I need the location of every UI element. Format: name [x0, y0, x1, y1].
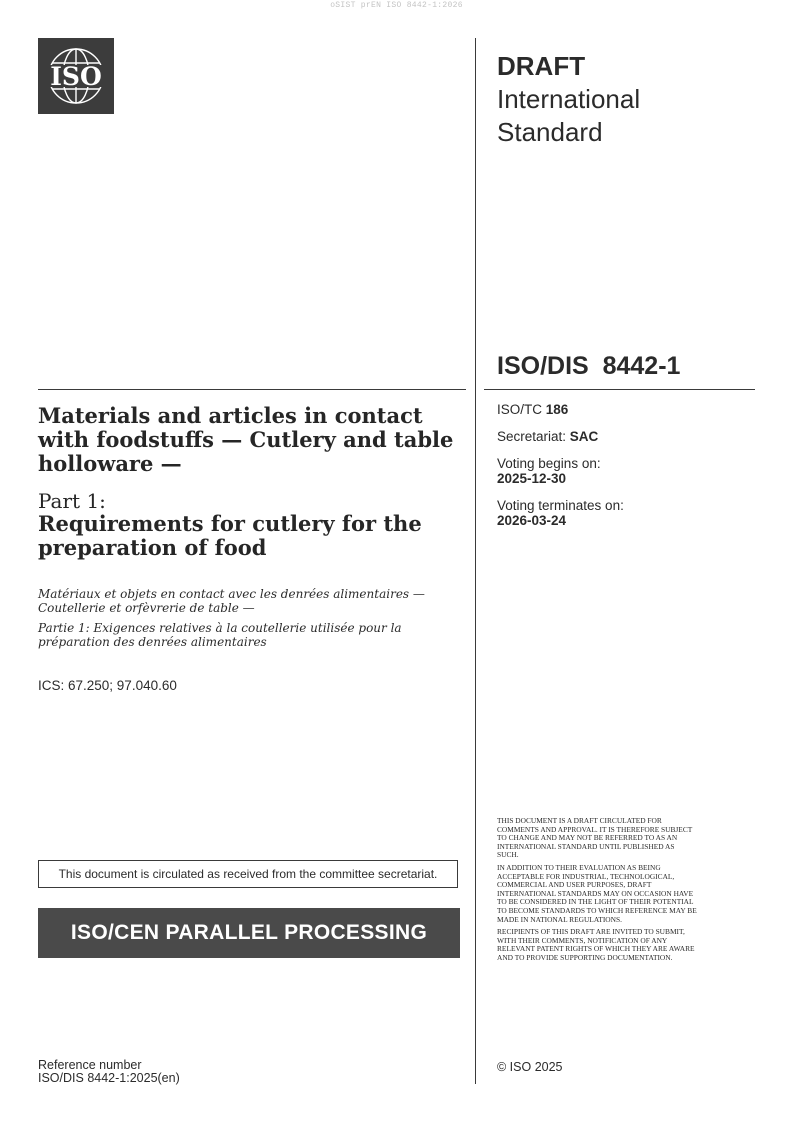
reference-value: ISO/DIS 8442-1:2025(en)	[38, 1071, 180, 1085]
tc-label: ISO/TC	[497, 402, 546, 417]
copyright-notice: © ISO 2025	[497, 1060, 563, 1074]
iso-globe-icon	[38, 38, 114, 114]
voting-terminates-label: Voting terminates on:	[497, 498, 624, 513]
voting-begins	[497, 456, 747, 486]
french-main-title: Matériaux et objets en contact avec les denrées alimentaires — Coutellerie et orfèvrerie de table —	[38, 587, 425, 615]
doc-type-draft: DRAFT	[497, 51, 586, 81]
english-part-title: Requirements for cutlery for the preparation of food	[38, 511, 422, 560]
tc-value: 186	[545, 402, 569, 417]
horizontal-divider-right	[484, 389, 755, 390]
french-part-title: Partie 1: Exigences relatives à la coutellerie utilisée pour la préparation des denrées alimentaires	[38, 621, 402, 649]
english-title	[38, 404, 458, 560]
voting-terminates-date: 2026-03-24	[497, 513, 567, 528]
voting-begins-date: 2025-12-30	[497, 471, 567, 486]
secretariat	[497, 429, 747, 444]
document-metadata	[497, 402, 747, 540]
ics-codes: ICS: 67.250; 97.040.60	[38, 678, 177, 693]
french-title	[38, 587, 458, 655]
document-number: ISO/DIS 8442-1	[497, 352, 681, 380]
english-part-label: Part 1:	[38, 489, 106, 513]
doc-type-international: International	[497, 84, 641, 114]
voting-terminates	[497, 498, 747, 528]
notice-paragraph-2: IN ADDITION TO THEIR EVALUATION AS BEING ACCEPTABLE FOR INDUSTRIAL, TECHNOLOGICAL, COMMERCIAL AND USER PURPOSES, DRAFT INTERNATIONAL STANDARDS MAY ON OCCASION HAVE TO BE CONSIDERED IN THE LIGHT OF THEIR POTENTIAL TO BECOME STANDARDS TO WHICH REFERENCE MAY BE MADE IN NATIONAL REGULATIONS.	[497, 862, 697, 924]
iso-logo	[38, 38, 114, 114]
draft-notice	[497, 817, 697, 967]
iso-logo-text: ISO	[50, 62, 102, 91]
doc-type-standard: Standard	[497, 117, 603, 147]
english-main-title: Materials and articles in contact with foodstuffs — Cutlery and table holloware —	[38, 403, 454, 476]
technical-committee	[497, 402, 747, 417]
voting-begins-label: Voting begins on:	[497, 456, 601, 471]
vertical-divider	[475, 38, 476, 1084]
reference-label: Reference number	[38, 1058, 142, 1072]
circulation-note: This document is circulated as received from the committee secretariat.	[38, 860, 458, 888]
secretariat-value: SAC	[569, 429, 599, 444]
secretariat-label: Secretariat:	[497, 429, 570, 444]
document-type	[497, 50, 737, 149]
reference-number	[38, 1059, 180, 1085]
parallel-processing-banner: ISO/CEN PARALLEL PROCESSING	[38, 908, 460, 958]
notice-paragraph-3: RECIPIENTS OF THIS DRAFT ARE INVITED TO SUBMIT, WITH THEIR COMMENTS, NOTIFICATION OF ANY RELEVANT PATENT RIGHTS OF WHICH THEY ARE AWARE AND TO PROVIDE SUPPORTING DOCUMENTATION.	[497, 927, 695, 962]
horizontal-divider-left	[38, 389, 466, 390]
notice-paragraph-1: THIS DOCUMENT IS A DRAFT CIRCULATED FOR COMMENTS AND APPROVAL. IT IS THEREFORE SUBJECT TO CHANGE AND MAY NOT BE REFERRED TO AS AN INTERNATIONAL STANDARD UNTIL PUBLISHED AS SUCH.	[497, 816, 693, 860]
watermark-text: oSIST prEN ISO 8442-1:2026	[330, 1, 463, 10]
